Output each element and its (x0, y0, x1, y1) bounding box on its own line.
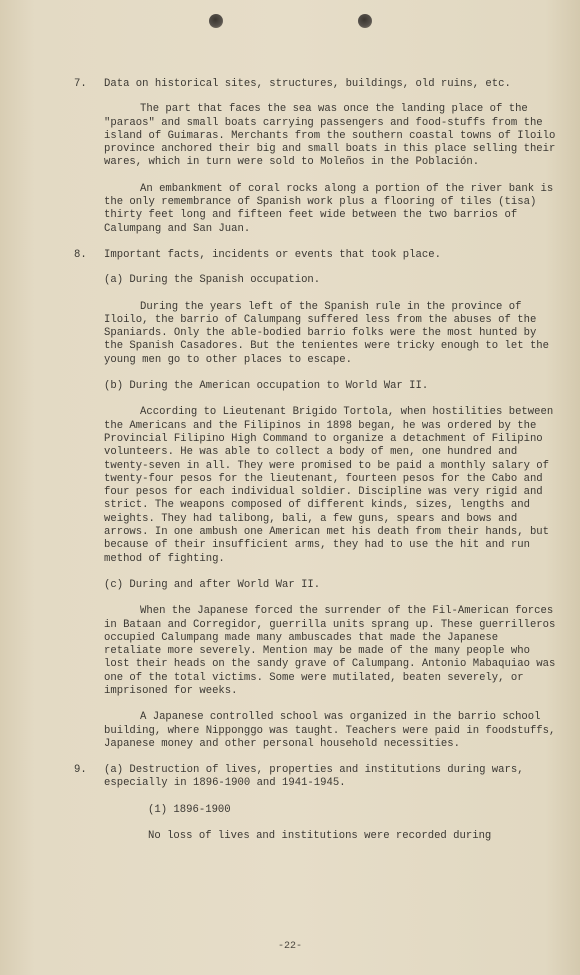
section-8-content (74, 274, 556, 751)
section-7-content (74, 103, 556, 236)
section-8a-heading: (a) During the Spanish occupation. (104, 274, 321, 287)
section-8-number: 8. (74, 248, 87, 261)
section-9a1-paragraph: No loss of lives and institutions were recorded during (148, 830, 492, 843)
punch-hole-left (209, 14, 223, 28)
punch-hole-right (358, 14, 372, 28)
section-8a-paragraph: During the years left of the Spanish rule in the province of Iloilo, the barrio of Calumpang suffered less from the abuses of the Spaniards. Only the able-bodied barrio folks were the most hunted by the Spanish Casadores. But the tenientes were tricky enough to let the young men go to other places to escape. (104, 300, 550, 366)
section-7-number: 7. (74, 78, 87, 90)
document-body (74, 78, 556, 843)
section-8c-paragraph-2: A Japanese controlled school was organized in the barrio school building, where Nipponggo was taught. Teachers were paid in foodstuffs, Japanese money and other personal household necessities. (104, 711, 556, 750)
section-9 (74, 764, 556, 791)
section-8c-heading: (c) During and after World War II. (104, 578, 321, 591)
section-7 (74, 78, 556, 91)
section-9-number: 9. (74, 764, 87, 777)
section-8 (74, 249, 556, 262)
section-9a1-heading: (1) 1896-1900 (148, 803, 231, 816)
section-7-paragraph-1: The part that faces the sea was once the landing place of the "paraos" and small boats carrying passengers and food-stuffs from the island of Guimaras. Merchants from the southern coastal towns of Iloilo province anchored their big and small boats in this place selling their wares, which in turn were sold to Moleños in the Población. (104, 103, 556, 169)
section-7-heading: Data on historical sites, structures, buildings, old ruins, etc. (104, 78, 511, 90)
section-8b-paragraph: According to Lieutenant Brigido Tortola, when hostilities between the Americans and the Filipinos in 1898 began, he was ordered by the Provincial Filipino High Command to organize a detachment of Filipino volunteers. He was able to collect a body of men, one hundred and twenty-seven in all. They were promised to be paid a monthly salary of twenty-four pesos for the lieutenant, fourteen pesos for the Cabo and four pesos for each individual soldier. Discipline was very rigid and strict. The weapons composed of different kinds, sizes, lengths and weights. They had talibong, bali, a few guns, spears and bows and arrows. In one ambush one American met his death from their hands, but because of their insufficient arms, they had to use the hit and run method of fighting. (104, 406, 554, 565)
section-9-heading: (a) Destruction of lives, properties and institutions during wars, especially in 1896-1900 and 1941-1945. (104, 764, 524, 790)
section-7-paragraph-2: An embankment of coral rocks along a portion of the river bank is the only remembrance of Spanish work plus a flooring of tiles (tisa) thirty feet long and fifteen feet wide between the two barrios of Calumpang and San Juan. (104, 182, 554, 235)
section-8c-paragraph-1: When the Japanese forced the surrender of the Fil-American forces in Bataan and Corregidor, guerrilla units sprang up. These guerrilleros occupied Calumpang made many ambuscades that made the Japanese retaliate more severely. Mention may be made of the many people who lost their heads on the sandy grave of Calumpang. Antonio Mabaquiao was one of the total victims. Some were mutilated, beaten severely, or imprisoned for weeks. (104, 605, 556, 697)
page-number: -22- (277, 941, 302, 952)
section-9-content (74, 804, 556, 844)
section-8-heading: Important facts, incidents or events that took place. (104, 248, 441, 261)
section-8b-heading: (b) During the American occupation to World War II. (104, 380, 429, 393)
